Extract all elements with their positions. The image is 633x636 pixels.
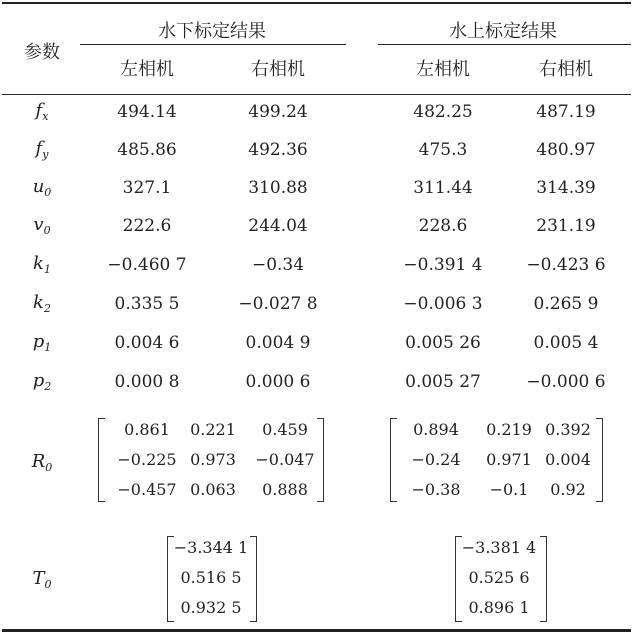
under-left-camera-header: 左相机	[120, 59, 174, 80]
table-cell: 327.1	[122, 178, 172, 198]
matrix-cell: 0.894	[413, 420, 459, 439]
vector-cell: −3.381 4	[461, 538, 537, 557]
table-cell: 0.005 26	[405, 333, 481, 353]
param-symbol: $u_0$	[32, 176, 52, 199]
table-cell: 0.004 6	[114, 333, 180, 353]
table-cell: −0.391 4	[403, 255, 483, 275]
vector-bracket-right	[250, 536, 257, 622]
table-cell: 499.24	[248, 102, 308, 122]
param-symbol: $f_y$	[35, 138, 49, 161]
matrix-cell: 0.004	[545, 450, 591, 469]
table-cell: 487.19	[536, 102, 596, 122]
header-rule	[2, 94, 631, 95]
matrix-bracket-right	[596, 418, 603, 502]
param-symbol: $p_1$	[32, 331, 52, 354]
matrix-cell: 0.973	[190, 450, 236, 469]
table-cell: 0.000 6	[245, 372, 311, 392]
matrix-cell: 0.971	[486, 450, 532, 469]
table-cell: 480.97	[536, 140, 596, 160]
param-symbol: $R_0$	[31, 451, 53, 474]
matrix-cell: −0.225	[117, 450, 177, 469]
table-cell: 228.6	[418, 216, 468, 236]
table-cell: 0.004 9	[245, 333, 311, 353]
table-cell: −0.34	[251, 255, 305, 275]
bottom-rule	[2, 629, 631, 632]
table-cell: 485.86	[117, 140, 177, 160]
table-cell: 0.000 8	[114, 372, 180, 392]
matrix-cell: −0.38	[411, 480, 461, 499]
table-cell: 222.6	[122, 216, 172, 236]
table-cell: 482.25	[413, 102, 473, 122]
matrix-bracket-left	[98, 418, 105, 502]
table-cell: 475.3	[418, 140, 468, 160]
table-cell: 244.04	[248, 216, 308, 236]
matrix-cell: −0.457	[117, 480, 177, 499]
group-above-header: 水上标定结果	[449, 21, 557, 42]
group-under-rule	[80, 44, 346, 45]
table-cell: 231.19	[536, 216, 596, 236]
table-cell: 311.44	[413, 178, 473, 198]
matrix-cell: 0.063	[190, 480, 236, 499]
matrix-cell: 0.92	[550, 480, 586, 499]
table-cell: 492.36	[248, 140, 308, 160]
vector-cell: 0.896 1	[468, 598, 530, 617]
table-cell: −0.460 7	[107, 255, 187, 275]
table-cell: −0.000 6	[526, 372, 606, 392]
table-cell: 0.335 5	[114, 294, 180, 314]
table-cell: 314.39	[536, 178, 596, 198]
param-symbol: $v_0$	[33, 214, 51, 237]
table-cell: −0.423 6	[526, 255, 606, 275]
table-cell: 0.005 27	[405, 372, 481, 392]
matrix-cell: 0.459	[262, 420, 308, 439]
table-cell: 310.88	[248, 178, 308, 198]
table-cell: 0.265 9	[533, 294, 599, 314]
table-cell: 494.14	[117, 102, 177, 122]
matrix-bracket-left	[390, 418, 397, 502]
vector-bracket-right	[540, 536, 547, 622]
param-symbol: $f_x$	[35, 100, 49, 123]
matrix-cell: 0.392	[545, 420, 591, 439]
group-under-header: 水下标定结果	[158, 21, 266, 42]
param-header: 参数	[24, 42, 60, 63]
group-above-rule	[378, 44, 631, 45]
param-symbol: $k_2$	[33, 292, 51, 315]
matrix-cell: 0.888	[262, 480, 308, 499]
under-right-camera-header: 右相机	[251, 59, 305, 80]
param-symbol: $p_2$	[32, 370, 52, 393]
matrix-cell: 0.221	[190, 420, 236, 439]
matrix-cell: −0.24	[411, 450, 461, 469]
vector-cell: 0.525 6	[468, 568, 530, 587]
above-right-camera-header: 右相机	[539, 59, 593, 80]
matrix-cell: −0.1	[489, 480, 529, 499]
matrix-bracket-right	[317, 418, 324, 502]
param-symbol: $k_1$	[33, 253, 51, 276]
matrix-cell: −0.047	[255, 450, 315, 469]
vector-cell: 0.932 5	[180, 598, 242, 617]
table-cell: −0.027 8	[238, 294, 318, 314]
table-cell: −0.006 3	[403, 294, 483, 314]
param-symbol: $T_0$	[32, 568, 52, 591]
matrix-cell: 0.219	[486, 420, 532, 439]
matrix-cell: 0.861	[124, 420, 170, 439]
vector-cell: 0.516 5	[180, 568, 242, 587]
top-rule	[2, 2, 631, 4]
table-cell: 0.005 4	[533, 333, 599, 353]
above-left-camera-header: 左相机	[416, 59, 470, 80]
vector-cell: −3.344 1	[173, 538, 249, 557]
